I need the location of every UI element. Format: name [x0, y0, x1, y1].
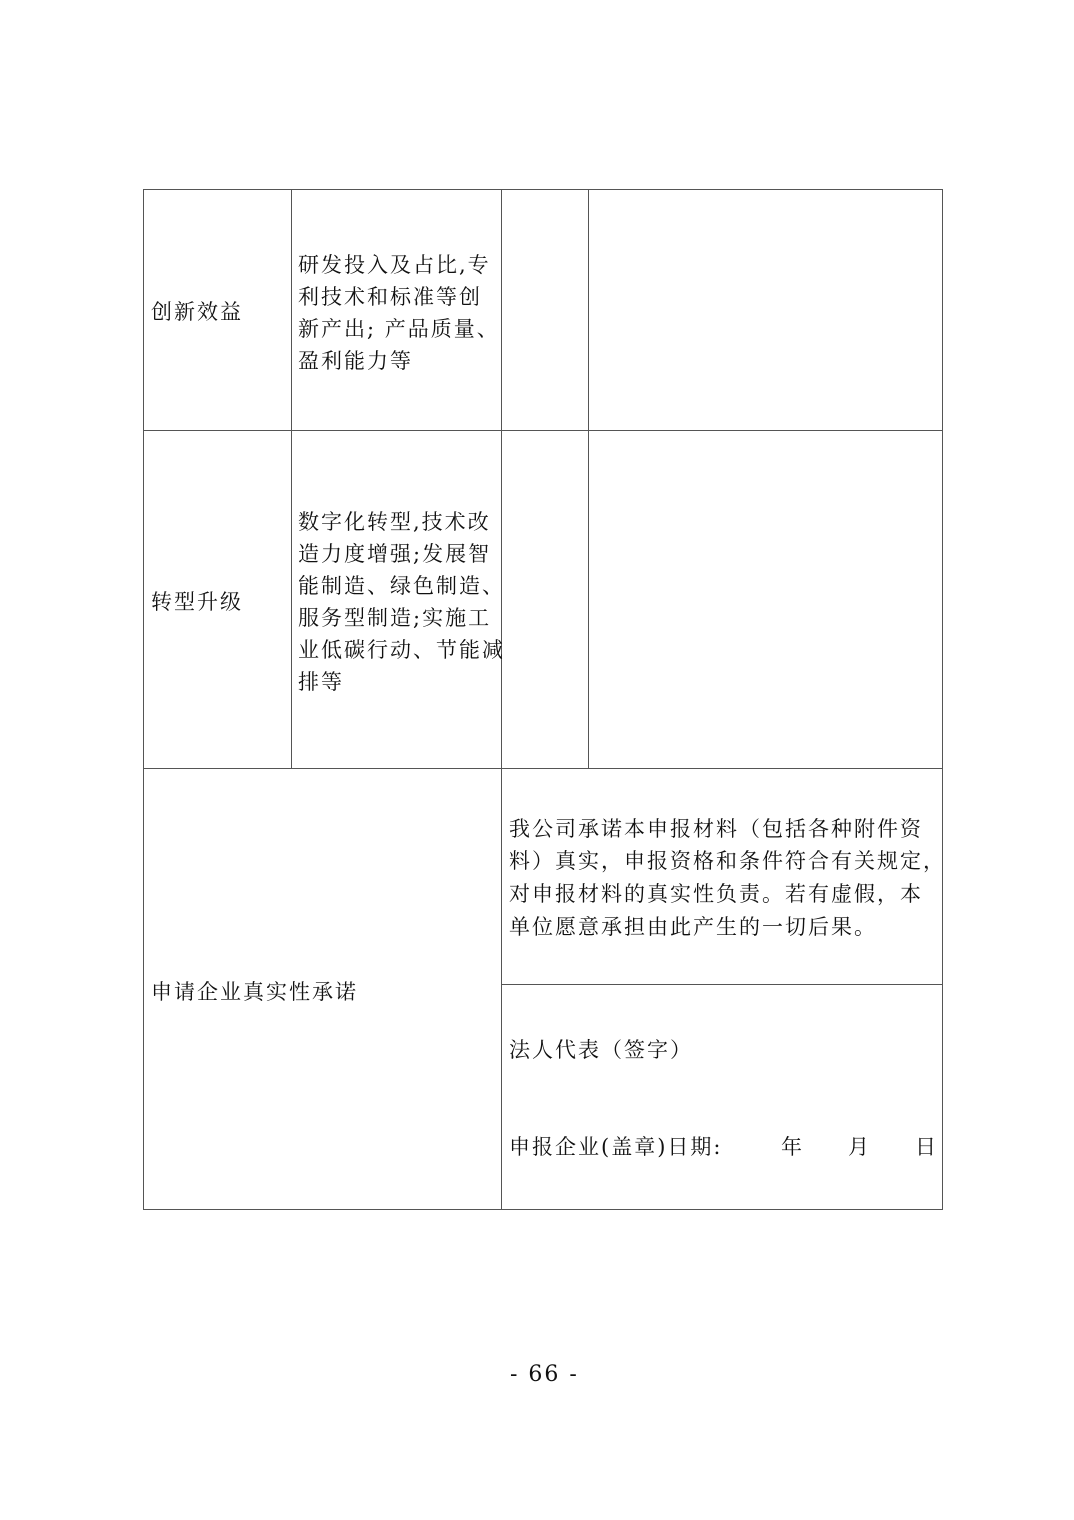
table-border-right: [942, 189, 943, 1210]
seal-date-label: 申报企业(盖章)日期:: [509, 1135, 723, 1159]
criteria-line: 排等: [298, 670, 344, 694]
commitment-label: 申请企业真实性承诺: [151, 980, 358, 1004]
criteria-line: 业低碳行动、节能减: [298, 638, 505, 662]
year-label: 年: [781, 1135, 804, 1159]
criteria-line: 研发投入及占比,专: [298, 253, 491, 277]
criteria-line: 服务型制造;实施工: [298, 606, 492, 630]
score-cell[interactable]: [502, 190, 588, 430]
criteria-line: 利技术和标准等创: [298, 285, 482, 309]
row-divider-2: [143, 768, 943, 769]
criteria-line: 数字化转型,技术改: [298, 510, 491, 534]
col-divider-1: [291, 189, 292, 769]
signature-area[interactable]: [502, 985, 942, 1209]
table-border-left: [143, 189, 144, 1210]
commitment-statement-line: 我公司承诺本申报材料（包括各种附件资: [509, 817, 923, 841]
commitment-statement-line: 料）真实，申报资格和条件符合有关规定，: [509, 849, 946, 873]
remarks-cell[interactable]: [589, 190, 942, 430]
row-category: 转型升级: [151, 590, 243, 614]
month-label: 月: [848, 1135, 871, 1159]
criteria-line: 新产出; 产品质量、: [298, 317, 500, 341]
commitment-statement-line: 对申报材料的真实性负责。若有虚假，本: [509, 882, 923, 906]
commitment-statement-line: 单位愿意承担由此产生的一切后果。: [509, 915, 877, 939]
signature-label: 法人代表（签字）: [509, 1038, 693, 1062]
criteria-line: 能制造、绿色制造、: [298, 574, 505, 598]
criteria-line: 造力度增强;发展智: [298, 542, 492, 566]
page-number: - 66 -: [510, 1362, 579, 1387]
score-cell[interactable]: [502, 431, 588, 768]
criteria-line: 盈利能力等: [298, 349, 413, 373]
row-category: 创新效益: [151, 300, 243, 324]
table-border-bottom: [143, 1209, 943, 1210]
day-label: 日: [915, 1135, 938, 1159]
remarks-cell[interactable]: [589, 431, 942, 768]
